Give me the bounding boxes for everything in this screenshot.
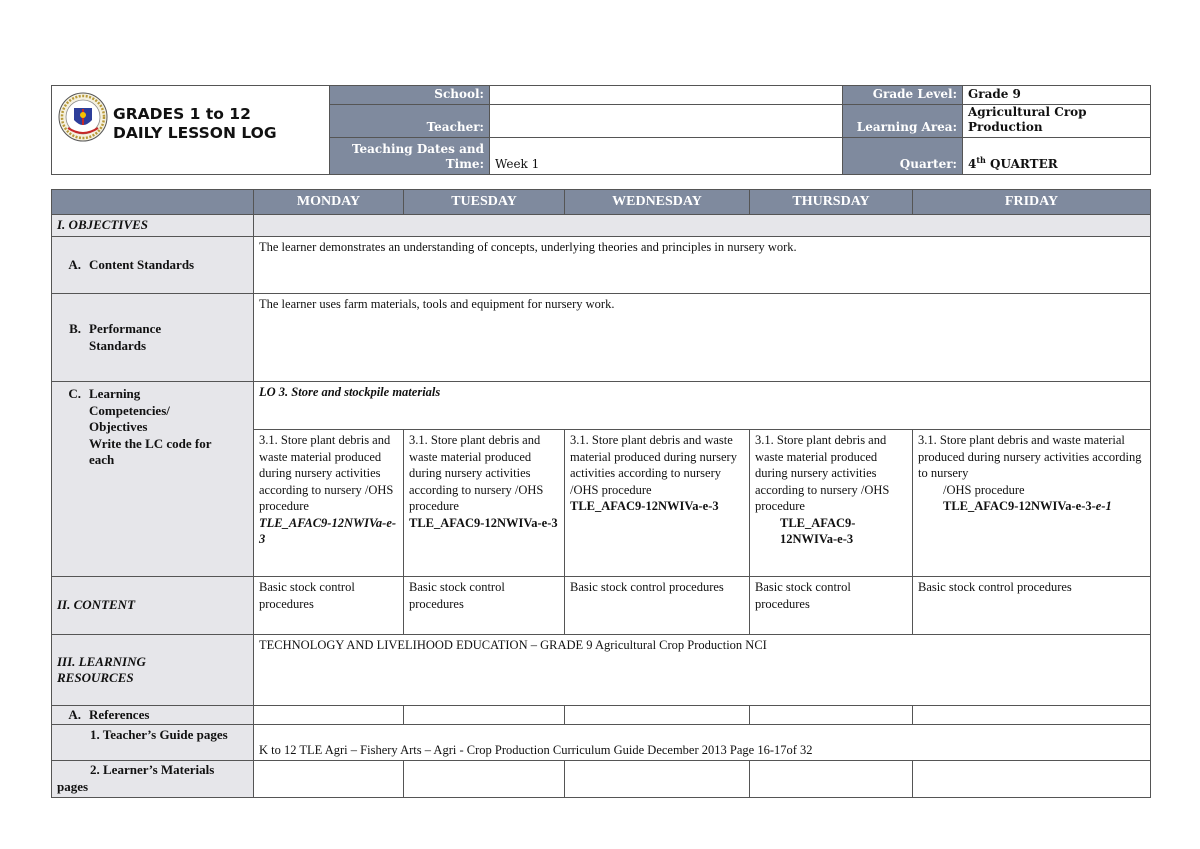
header-corner — [52, 190, 254, 215]
competency-thursday-code: TLE_AFAC9-12NWIVa-e-3 — [780, 515, 856, 546]
learners-materials-thursday — [750, 761, 913, 798]
quarter-label: Quarter: — [843, 138, 963, 175]
content-heading: II. CONTENT — [52, 577, 254, 635]
teacher-value — [490, 105, 843, 138]
teacher-label: Teacher: — [330, 105, 490, 138]
content-thursday: Basic stock control procedures — [750, 577, 913, 635]
deped-seal-icon — [58, 92, 108, 142]
learners-materials-monday — [254, 761, 404, 798]
competencies-label-line-4: Write the LC code for — [89, 435, 212, 451]
competencies-label-text — [89, 386, 212, 469]
competency-monday-code: TLE_AFAC9-12NWIVa-e-3 — [259, 515, 397, 546]
quarter-number: 4 — [968, 157, 977, 171]
references-wednesday — [565, 706, 750, 725]
header-table — [51, 85, 1151, 175]
quarter-value — [963, 138, 1151, 175]
grade-level-value: Grade 9 — [963, 86, 1151, 105]
competency-wednesday-text: 3.1. Store plant debris and waste material produced during nursery activities according to nursery /OHS procedure — [570, 433, 737, 497]
content-standards-row — [52, 237, 1151, 294]
competency-monday — [254, 430, 404, 577]
teachers-guide-label: 1. Teacher’s Guide pages — [52, 725, 254, 761]
competency-friday-text-indented: /OHS procedure — [943, 482, 1025, 497]
competency-tuesday — [404, 430, 565, 577]
learners-materials-row — [52, 761, 1151, 798]
day-monday: MONDAY — [254, 190, 404, 215]
competency-friday-code-italic: e-1 — [1095, 499, 1112, 513]
performance-standards-label-line-2: Standards — [89, 337, 147, 353]
resources-text: TECHNOLOGY AND LIVELIHOOD EDUCATION – GRADE 9 Agricultural Crop Production NCI — [254, 635, 1151, 706]
day-wednesday: WEDNESDAY — [565, 190, 750, 215]
references-label-text: References — [89, 706, 150, 722]
learners-materials-friday — [913, 761, 1151, 798]
competencies-label-line-1: Learning — [89, 386, 141, 401]
learning-outcome-text: LO 3. Store and stockpile materials — [254, 382, 1151, 430]
document-title — [113, 105, 277, 143]
title-line-1: GRADES 1 to 12 — [113, 105, 251, 123]
quarter-text: QUARTER — [985, 157, 1058, 171]
teachers-guide-text: K to 12 TLE Agri – Fishery Arts – Agri - Crop Production Curriculum Guide December 2013 Page 16-17of 32 — [254, 725, 1151, 761]
content-wednesday: Basic stock control procedures — [565, 577, 750, 635]
title-line-2: DAILY LESSON LOG — [113, 124, 277, 142]
day-tuesday: TUESDAY — [404, 190, 565, 215]
performance-standards-label — [52, 294, 254, 382]
learners-materials-wednesday — [565, 761, 750, 798]
competencies-label-line-2: Competencies/ — [89, 402, 170, 418]
competency-monday-text: 3.1. Store plant debris and waste material produced during nursery activities according to nursery /OHS procedure — [259, 433, 394, 513]
competency-wednesday-code: TLE_AFAC9-12NWIVa-e-3 — [570, 499, 719, 513]
learning-area-line-2: Production — [968, 120, 1043, 134]
competencies-lo-row — [52, 382, 1151, 430]
day-thursday: THURSDAY — [750, 190, 913, 215]
performance-standards-label-text — [89, 321, 161, 354]
objectives-heading: I. OBJECTIVES — [52, 215, 254, 237]
references-row — [52, 706, 1151, 725]
references-label — [52, 706, 254, 725]
learners-materials-tuesday — [404, 761, 565, 798]
learners-materials-label — [52, 761, 254, 798]
objectives-heading-row — [52, 215, 1151, 237]
performance-standards-letter: B. — [69, 321, 81, 336]
competency-tuesday-text: 3.1. Store plant debris and waste material produced during nursery activities according to nursery /OHS procedure — [409, 433, 544, 513]
references-monday — [254, 706, 404, 725]
teaching-dates-label-line-1: Teaching Dates and — [351, 142, 484, 156]
resources-heading — [52, 635, 254, 706]
competency-friday-text: 3.1. Store plant debris and waste material produced during nursery activities according to nursery — [918, 433, 1142, 480]
objectives-heading-fill — [254, 215, 1151, 237]
competency-thursday — [750, 430, 913, 577]
content-row — [52, 577, 1151, 635]
teaching-dates-value: Week 1 — [490, 138, 843, 175]
days-header-row — [52, 190, 1151, 215]
resources-heading-line-1: III. LEARNING — [57, 653, 146, 669]
school-label: School: — [330, 86, 490, 105]
competencies-letter: C. — [68, 386, 81, 401]
quarter-suffix: th — [976, 155, 986, 165]
content-standards-label — [52, 237, 254, 294]
performance-standards-label-line-1: Performance — [89, 321, 162, 336]
learning-area-value — [963, 105, 1151, 138]
references-tuesday — [404, 706, 565, 725]
references-thursday — [750, 706, 913, 725]
content-monday: Basic stock control procedures — [254, 577, 404, 635]
day-friday: FRIDAY — [913, 190, 1151, 215]
competency-friday — [913, 430, 1151, 577]
lesson-log-table — [51, 189, 1151, 798]
competency-friday-code: TLE_AFAC9-12NWIVa-e-3- — [943, 499, 1096, 513]
competencies-label-line-5: each — [89, 452, 115, 467]
resources-heading-line-2: RESOURCES — [57, 670, 134, 685]
learners-materials-label-line-1: 2. Learner’s Materials — [90, 762, 215, 777]
competency-thursday-text: 3.1. Store plant debris and waste material produced during nursery activities according to nursery /OHS procedure — [755, 433, 890, 513]
teaching-dates-label — [330, 138, 490, 175]
content-standards-letter: A. — [68, 256, 81, 272]
learning-area-label: Learning Area: — [843, 105, 963, 138]
learners-materials-label-line-2: pages — [57, 778, 89, 794]
teachers-guide-row — [52, 725, 1151, 761]
content-tuesday: Basic stock control procedures — [404, 577, 565, 635]
competency-tuesday-code: TLE_AFAC9-12NWIVa-e-3 — [409, 515, 558, 530]
content-standards-label-text: Content Standards — [89, 256, 195, 272]
competency-wednesday — [565, 430, 750, 577]
school-value — [490, 86, 843, 105]
title-cell — [52, 86, 330, 175]
learning-area-line-1: Agricultural Crop — [968, 105, 1087, 119]
performance-standards-row — [52, 294, 1151, 382]
grade-level-label: Grade Level: — [843, 86, 963, 105]
competencies-label-line-3: Objectives — [89, 419, 148, 434]
teaching-dates-label-line-2: Time: — [445, 157, 484, 171]
references-friday — [913, 706, 1151, 725]
performance-standards-text: The learner uses farm materials, tools and equipment for nursery work. — [254, 294, 1151, 382]
content-friday: Basic stock control procedures — [913, 577, 1151, 635]
references-letter: A. — [68, 706, 81, 722]
resources-row — [52, 635, 1151, 706]
content-standards-text: The learner demonstrates an understanding of concepts, underlying theories and principles in nursery work. — [254, 237, 1151, 294]
competencies-label — [52, 382, 254, 577]
